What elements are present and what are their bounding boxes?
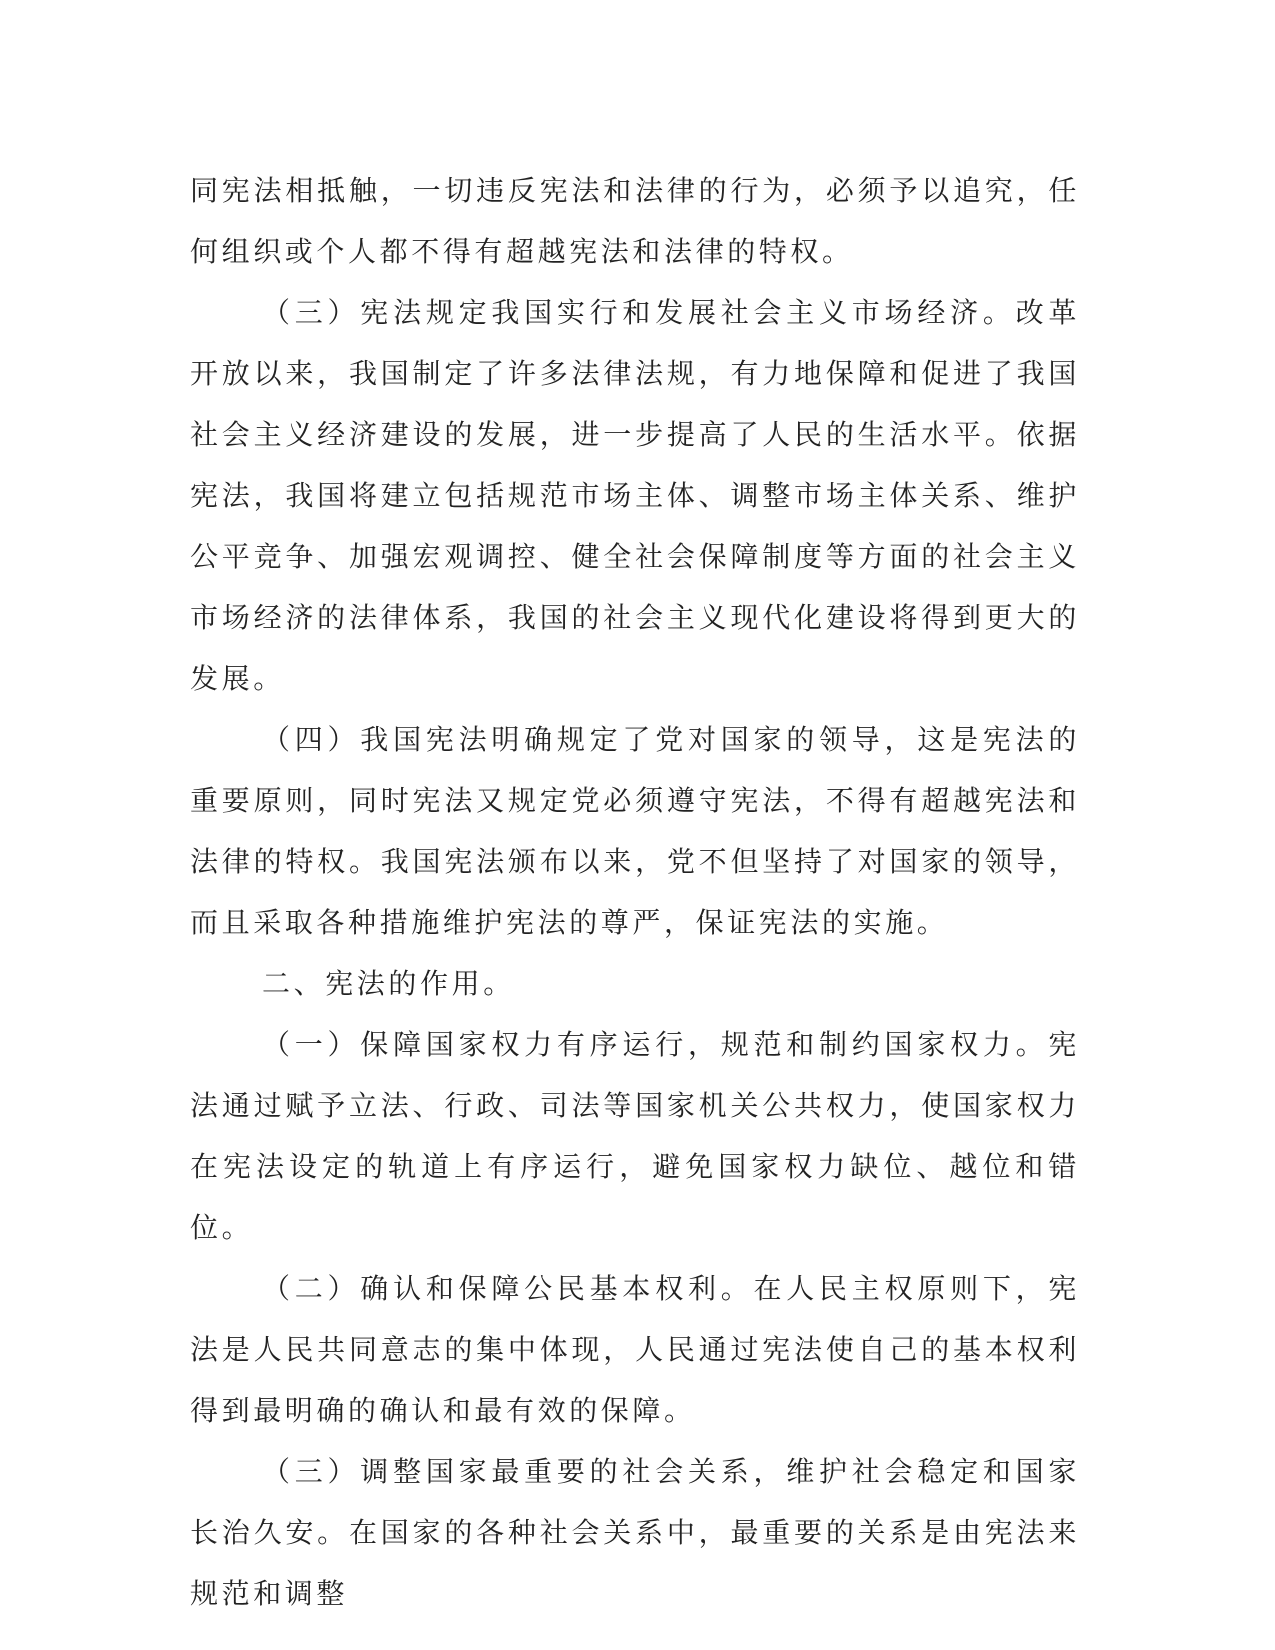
paragraph-party-leadership: （四）我国宪法明确规定了党对国家的领导，这是宪法的重要原则，同时宪法又规定党必须遵守宪法，不得有超越宪法和法律的特权。我国宪法颁布以来，党不但坚持了对国家的领导，而且采取各种措施维护宪法的尊严，保证宪法的实施。 xyxy=(190,723,1080,939)
paragraph-citizen-rights: （二）确认和保障公民基本权利。在人民主权原则下，宪法是人民共同意志的集中体现，人民通过宪法使自己的基本权利得到最明确的确认和最有效的保障。 xyxy=(190,1272,1080,1427)
paragraph-continuation: 同宪法相抵触，一切违反宪法和法律的行为，必须予以追究，任何组织或个人都不得有超越宪法和法律的特权。 xyxy=(190,174,1080,268)
section-heading-constitution-role: 二、宪法的作用。 xyxy=(262,967,515,1000)
paragraph-social-relations: （三）调整国家最重要的社会关系，维护社会稳定和国家长治久安。在国家的各种社会关系中，最重要的关系是由宪法来规范和调整 xyxy=(190,1455,1080,1610)
paragraph-market-economy: （三）宪法规定我国实行和发展社会主义市场经济。改革开放以来，我国制定了许多法律法规，有力地保障和促进了我国社会主义经济建设的发展，进一步提高了人民的生活水平。依据宪法，我国将建立包括规范市场主体、调整市场主体关系、维护公平竞争、加强宏观调控、健全社会保障制度等方面的社会主义市场经济的法律体系，我国的社会主义现代化建设将得到更大的发展。 xyxy=(190,296,1080,695)
paragraph-state-power: （一）保障国家权力有序运行，规范和制约国家权力。宪法通过赋予立法、行政、司法等国家机关公共权力，使国家权力在宪法设定的轨道上有序运行，避免国家权力缺位、越位和错位。 xyxy=(190,1028,1080,1244)
document-body xyxy=(190,160,1080,1624)
